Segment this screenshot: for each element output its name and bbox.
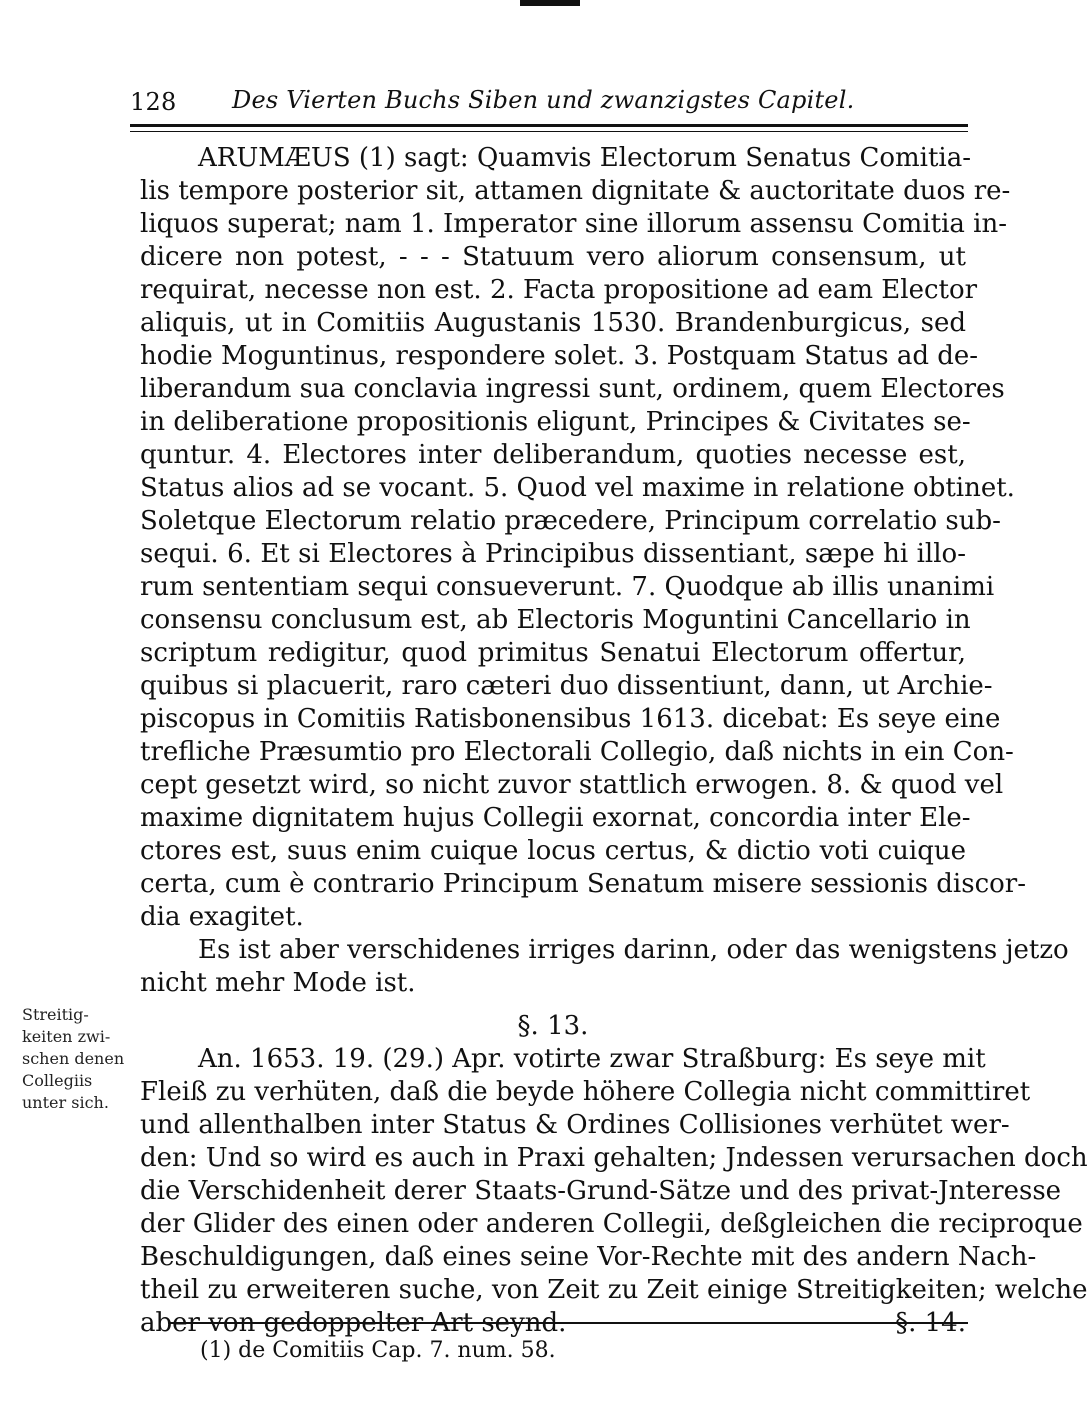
text-line: hodie Moguntinus, respondere solet. 3. Postquam Status ad de- [140,341,979,371]
text-line: ctores est, suus enim cuique locus certus, & dictio voti cuique [140,836,966,866]
text-line: nicht mehr Mode ist. [140,968,416,998]
text-line: lis tempore posterior sit, attamen dignitate & auctoritate duos re- [140,176,1011,206]
text-line: aliquis, ut in Comitiis Augustanis 1530. Brandenburgicus, sed [140,308,966,338]
text-line: Soletque Electorum relatio præcedere, Principum correlatio sub- [140,506,1001,536]
header-rule [130,124,968,132]
top-mark [520,0,580,6]
text-line: liberandum sua conclavia ingressi sunt, ordinem, quem Electores [140,374,1005,404]
text-line: consensu conclusum est, ab Electoris Moguntini Cancellario in [140,605,971,635]
text-line: maxime dignitatem hujus Collegii exornat, concordia inter Ele- [140,803,971,833]
text-line: den: Und so wird es auch in Praxi gehalten; Jndessen verursachen doch [140,1143,1088,1173]
text-line: Fleiß zu verhüten, daß die beyde höhere Collegia nicht committiret [140,1077,1031,1107]
margin-note-line: schen denen [22,1049,125,1068]
section-heading: §. 13. [517,1011,589,1041]
text-line: Beschuldigungen, daß eines seine Vor-Rechte mit des andern Nach- [140,1242,1037,1272]
text-line: trefliche Præsumtio pro Electorali Collegio, daß nichts in ein Con- [140,737,1014,767]
running-title: Des Vierten Buchs Siben und zwanzigstes Capitel. [232,86,855,114]
text-line: dia exagitet. [140,902,304,932]
margin-note-line: Collegiis [22,1071,93,1090]
footnote: (1) de Comitiis Cap. 7. num. 58. [200,1338,556,1363]
catchword: §. 14. [895,1308,966,1338]
text-line: Status alios ad se vocant. 5. Quod vel maxime in relatione obtinet. [140,473,1015,503]
text-line: quntur. 4. Electores inter deliberandum, quoties necesse est, [140,440,966,470]
text-line: und allenthalben inter Status & Ordines Collisiones verhütet wer- [140,1110,1010,1140]
margin-note-line: keiten zwi- [22,1027,111,1046]
text-line: cept gesetzt wird, so nicht zuvor stattlich erwogen. 8. & quod vel [140,770,1004,800]
text-line: Es ist aber verschidenes irriges darinn, oder das wenigstens jetzo [198,935,1069,965]
text-line: ARUMÆUS (1) sagt: Quamvis Electorum Senatus Comitia- [198,143,972,173]
margin-note-line: unter sich. [22,1093,109,1112]
text-line: scriptum redigitur, quod primitus Senatui Electorum offertur, [140,638,966,668]
text-line: aber von gedoppelter Art seynd. [140,1308,567,1338]
text-line: theil zu erweiteren suche, von Zeit zu Zeit einige Streitigkeiten; welche [140,1275,1088,1305]
text-line: certa, cum è contrario Principum Senatum misere sessionis discor- [140,869,1027,899]
margin-note-line: Streitig- [22,1005,89,1024]
text-line: die Verschidenheit derer Staats-Grund-Sätze und des privat-Jnteresse [140,1176,1062,1206]
text-line: dicere non potest, - - - Statuum vero aliorum consensum, ut [140,242,966,272]
page-header [130,86,970,126]
text-line: requirat, necesse non est. 2. Facta propositione ad eam Elector [140,275,978,305]
text-line: An. 1653. 19. (29.) Apr. votirte zwar Straßburg: Es seye mit [198,1044,986,1074]
main-text [140,142,1088,1340]
text-line: liquos superat; nam 1. Imperator sine illorum assensu Comitia in- [140,209,1008,239]
text-line: sequi. 6. Et si Electores à Principibus dissentiant, sæpe hi illo- [140,539,966,569]
text-line: quibus si placuerit, raro cæteri duo dissentiunt, dann, ut Archie- [140,671,993,701]
footnote-rule [168,1322,968,1324]
text-line: in deliberatione propositionis eligunt, Principes & Civitates se- [140,407,971,437]
page-number: 128 [130,88,177,116]
text-line: der Glider des einen oder anderen Collegii, deßgleichen die reciproque [140,1209,1083,1239]
text-line: piscopus in Comitiis Ratisbonensibus 1613. dicebat: Es seye eine [140,704,1001,734]
text-line: rum sententiam sequi consueverunt. 7. Quodque ab illis unanimi [140,572,995,602]
margin-note [22,1004,144,1114]
